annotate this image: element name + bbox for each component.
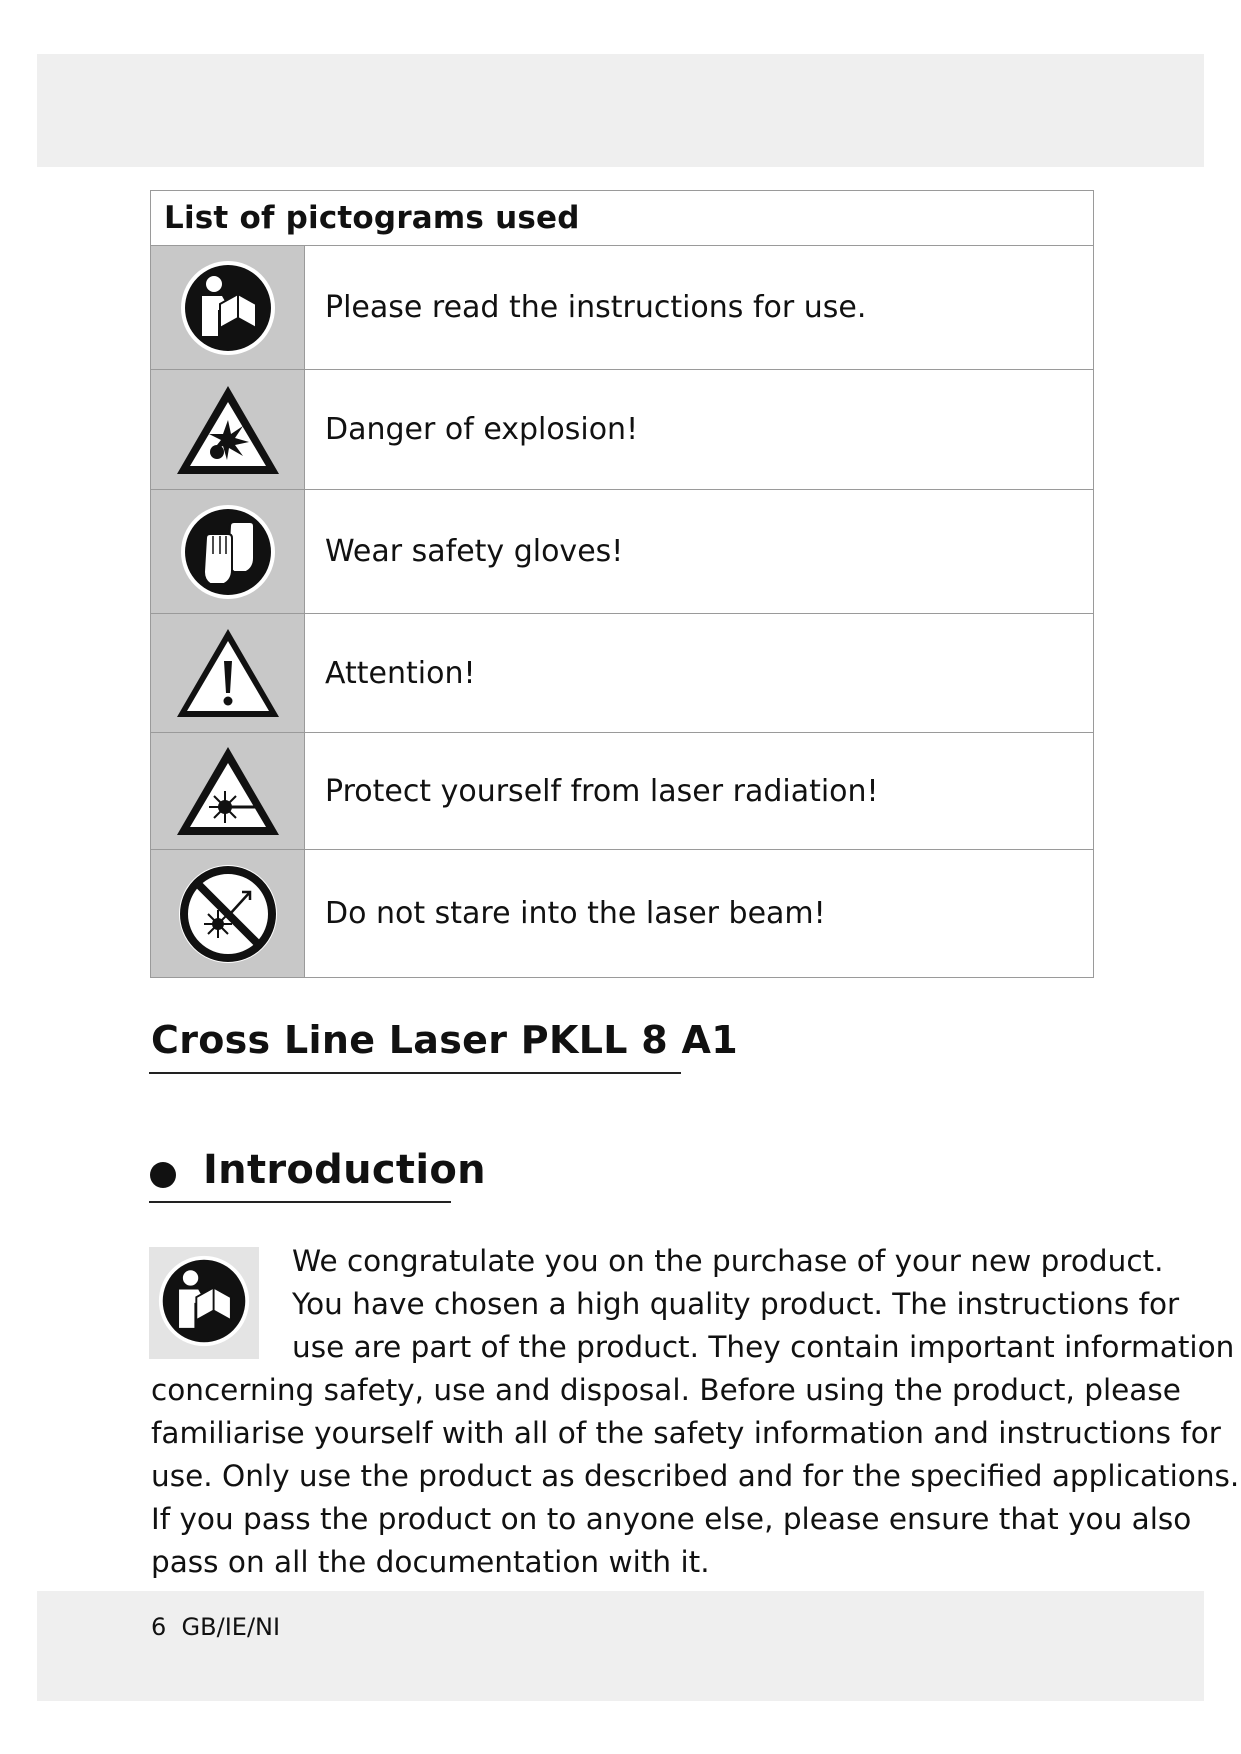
table-row — [151, 614, 1094, 733]
intro-line: We congratulate you on the purchase of your new product. — [292, 1244, 1164, 1278]
laser-warning-icon — [173, 743, 283, 839]
pictogram-description: Do not stare into the laser beam! — [305, 850, 1094, 978]
footer-band — [37, 1591, 1204, 1701]
page-number: 6 — [151, 1613, 167, 1641]
pictogram-description: Please read the instructions for use. — [305, 246, 1094, 370]
intro-line: use are part of the product. They contain important information — [292, 1330, 1235, 1364]
intro-line: use. Only use the product as described and for the specified applications. — [151, 1459, 1240, 1493]
table-row — [151, 370, 1094, 490]
product-title: Cross Line Laser PKLL 8 A1 — [151, 1018, 738, 1062]
no-staring-laser-icon — [176, 862, 280, 966]
pictogram-description: Wear safety gloves! — [305, 490, 1094, 614]
intro-line: You have chosen a high quality product. The instructions for — [292, 1287, 1180, 1321]
title-underline — [149, 1072, 681, 1074]
explosion-warning-icon — [173, 382, 283, 478]
intro-line: familiarise yourself with all of the safety information and instructions for — [151, 1416, 1221, 1450]
region-code: GB/IE/NI — [181, 1613, 281, 1641]
pictogram-description: Danger of explosion! — [305, 370, 1094, 490]
pictogram-table-heading: List of pictograms used — [151, 191, 1094, 246]
pictogram-description: Attention! — [305, 614, 1094, 733]
pictogram-description: Protect yourself from laser radiation! — [305, 733, 1094, 850]
header-band — [37, 54, 1204, 167]
pictogram-table — [150, 190, 1094, 978]
bullet-icon — [150, 1162, 176, 1188]
intro-line: If you pass the product on to anyone else, please ensure that you also — [151, 1502, 1192, 1536]
intro-line: pass on all the documentation with it. — [151, 1545, 710, 1579]
read-manual-icon — [178, 258, 278, 358]
table-row — [151, 850, 1094, 978]
introduction-heading: Introduction — [203, 1147, 486, 1193]
safety-gloves-icon — [178, 502, 278, 602]
attention-warning-icon — [173, 625, 283, 721]
heading-underline — [149, 1201, 451, 1203]
table-row — [151, 246, 1094, 370]
intro-line: concerning safety, use and disposal. Before using the product, please — [151, 1373, 1181, 1407]
introduction-text — [151, 1240, 1240, 1584]
table-row — [151, 733, 1094, 850]
page-footer — [151, 1613, 280, 1641]
table-row — [151, 490, 1094, 614]
